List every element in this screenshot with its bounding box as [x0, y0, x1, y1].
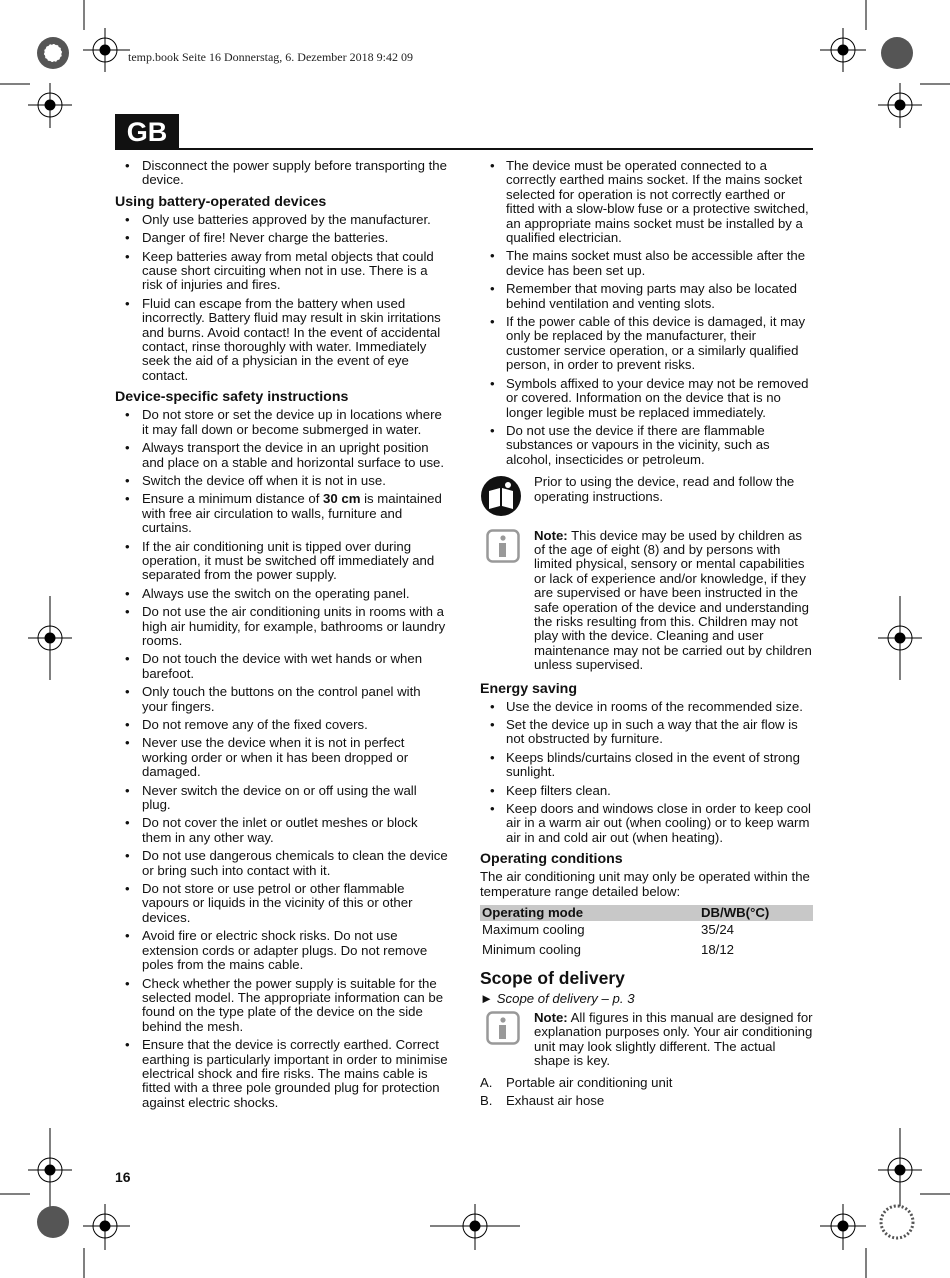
list-item: • Keeps blinds/curtains closed in the event of strong sunlight.	[480, 751, 813, 780]
table-row: Minimum cooling 18/12	[482, 941, 735, 957]
intro-list	[115, 159, 448, 188]
page-number: 16	[115, 1169, 131, 1185]
list-item: • Do not store or use petrol or other flammable vapours or liquids in the vicinity of this or other devices.	[115, 882, 448, 925]
list-item: • The mains socket must also be accessible after the device has been set up.	[480, 249, 813, 278]
energy-list	[480, 700, 813, 846]
list-item: • Ensure that the device is correctly earthed. Correct earthing is particularly important in order to minimise electrical shock and fire risks. The mains cable is fitted with a three pole grounded plug for protection against electric shocks.	[115, 1038, 448, 1110]
list-item: • Never use the device when it is not in perfect working order or when it has been dropped or damaged.	[115, 736, 448, 779]
table-row: Maximum cooling 35/24	[482, 922, 735, 938]
children-note	[480, 529, 813, 673]
list-item: • Do not cover the inlet or outlet meshes or block them in any other way.	[115, 816, 448, 845]
scope-note	[480, 1011, 813, 1069]
list-item: • Do not remove any of the fixed covers.	[115, 718, 448, 732]
list-item: • If the air conditioning unit is tipped over during operation, it must be switched off immediately and separated from the power supply.	[115, 540, 448, 583]
list-item: • Set the device up in such a way that the air flow is not obstructed by furniture.	[480, 718, 813, 747]
list-item: • Keep batteries away from metal objects that could cause short circuiting when not in use. There is a risk of injuries and fires.	[115, 250, 448, 293]
left-column	[115, 159, 448, 1114]
read-manual-icon	[480, 475, 534, 520]
section-heading-energy: Energy saving	[480, 680, 577, 697]
list-item: • Keep filters clean.	[480, 784, 813, 798]
scope-reference: ► Scope of delivery – p. 3	[480, 991, 635, 1007]
list-item: • Keep doors and windows close in order to keep cool air in a warm air out (when cooling) or to keep warm air in and cold air out (when heating).	[480, 802, 813, 845]
note-label: Note:	[534, 1009, 568, 1025]
read-instructions-text: Prior to using the device, read and follow the operating instructions.	[534, 474, 795, 504]
children-note-text: This device may be used by children as of the age of eight (8) and by persons with limited physical, sensory or mental capabilities or lack of experience and/or knowledge, if they are supervised or have been instructed in the safe operation of the device and understanding the risks resulting from this. Children may not play with the device. Cleaning and user maintenance may not be carried out by children unless supervised.	[534, 527, 812, 673]
list-item: • Fluid can escape from the battery when used incorrectly. Battery fluid may result in skin irritations and burns. Avoid contact! In the event of accidental contact, rinse thoroughly with water. Immediately seek the aid of a physician in the event of eye contact.	[115, 297, 448, 383]
file-info-line: temp.book Seite 16 Donnerstag, 6. Dezember 2018 9:42 09	[128, 50, 413, 64]
list-item: • Only use batteries approved by the manufacturer.	[115, 213, 448, 227]
list-item: • Disconnect the power supply before transporting the device.	[115, 159, 448, 188]
info-note-icon	[480, 529, 534, 566]
list-item: • Do not touch the device with wet hands or when barefoot.	[115, 652, 448, 681]
language-tag: GB	[115, 114, 179, 150]
list-item: • Use the device in rooms of the recommended size.	[480, 700, 813, 714]
list-item-distance: • Ensure a minimum distance of 30 cm is maintained with free air circulation to walls, furniture and curtains.	[115, 492, 448, 535]
right-column	[480, 159, 813, 1111]
list-item: • Danger of fire! Never charge the batteries.	[115, 231, 448, 245]
table-header: DB/WB(°C)	[699, 905, 813, 921]
list-item: • Always transport the device in an upright position and place on a stable and horizontal surface to use.	[115, 441, 448, 470]
list-item: • The device must be operated connected to a correctly earthed mains socket. If the mains socket selected for operation is not correctly earthed or fitted with a slow-blow fuse or a protective switched, an appropriate mains socket must be installed by a qualified electrician.	[480, 159, 813, 245]
list-item: A. Portable air conditioning unit	[480, 1075, 673, 1091]
list-item: B. Exhaust air hose	[480, 1092, 605, 1108]
distance-value: 30 cm	[323, 491, 361, 507]
scope-note-text: All figures in this manual are designed for explanation purposes only. Your air conditioning unit may look slightly different. The actual shape is key.	[534, 1009, 813, 1068]
list-item: • If the power cable of this device is damaged, it may only be replaced by the manufacturer, their customer service operation, or a similarly qualified person, in order to prevent risks.	[480, 315, 813, 373]
section-heading-operating: Operating conditions	[480, 851, 623, 868]
list-item: • Check whether the power supply is suitable for the selected model. The appropriate information can be found on the type plate of the device on the side behind the mesh.	[115, 977, 448, 1035]
list-item: • Never switch the device on or off using the wall plug.	[115, 784, 448, 813]
list-item: • Only touch the buttons on the control panel with your fingers.	[115, 685, 448, 714]
section-heading-battery: Using battery-operated devices	[115, 193, 327, 210]
info-note-icon	[480, 1011, 534, 1048]
list-item: • Do not use dangerous chemicals to clean the device or bring such into contact with it.	[115, 849, 448, 878]
device-specific-list	[115, 408, 448, 1110]
list-item: • Switch the device off when it is not in use.	[115, 474, 448, 488]
mains-list	[480, 159, 813, 467]
read-instructions-row	[480, 475, 813, 520]
operating-table	[480, 905, 813, 960]
header-rule	[179, 148, 813, 150]
section-heading-scope: Scope of delivery	[480, 968, 625, 989]
list-item: • Do not use the air conditioning units in rooms with a high air humidity, for example, bathrooms or laundry rooms.	[115, 605, 448, 648]
operating-text: The air conditioning unit may only be operated within the temperature range detailed below:	[480, 869, 810, 899]
note-label: Note:	[534, 527, 568, 543]
list-item: • Remember that moving parts may also be located behind ventilation and venting slots.	[480, 282, 813, 311]
list-item: • Do not use the device if there are flammable substances or vapours in the vicinity, such as alcohol, insecticides or petroleum.	[480, 424, 813, 467]
scope-items	[480, 1076, 813, 1108]
list-item: • Always use the switch on the operating panel.	[115, 587, 448, 601]
list-item: • Avoid fire or electric shock risks. Do not use extension cords or adapter plugs. Do not remove poles from the mains cable.	[115, 929, 448, 972]
table-header: Operating mode	[480, 905, 699, 921]
list-item: • Do not store or set the device up in locations where it may fall down or become submerged in water.	[115, 408, 448, 437]
list-item: • Symbols affixed to your device may not be removed or covered. Information on the device that is no longer legible must be replaced immediately.	[480, 377, 813, 420]
battery-list	[115, 213, 448, 383]
section-heading-device-specific: Device-specific safety instructions	[115, 389, 349, 406]
